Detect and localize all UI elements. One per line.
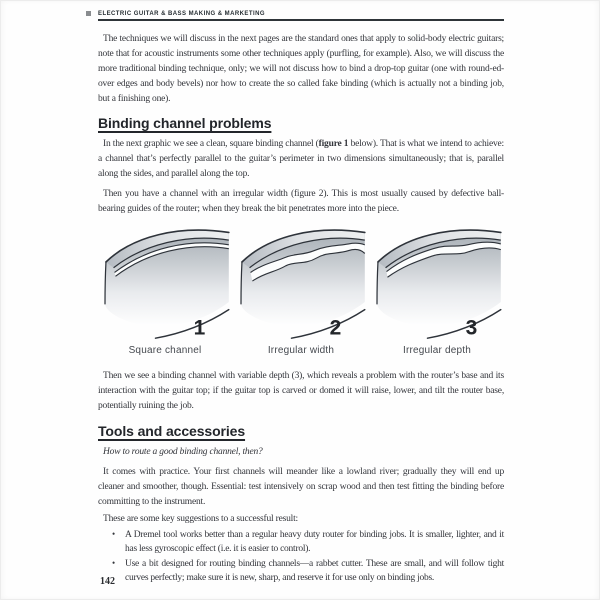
figure-row — [98, 222, 504, 356]
figure1-reference: figure 1 — [318, 139, 349, 149]
suggestion-list — [98, 529, 504, 585]
scan-artifact — [86, 11, 91, 16]
list-item-text: A Dremel tool works better than a regular heavy duty router for binding jobs. It is smaller, lighter, and it has less gyroscopic effect (i.e. it is easier to control). — [125, 530, 504, 554]
figure-square-channel — [98, 222, 232, 356]
paragraph-suggestions-leadin: These are some key suggestions to a successful result: — [103, 514, 298, 524]
section-title-tools-and-accessories: Tools and accessories — [98, 423, 246, 439]
list-item — [98, 529, 504, 556]
paragraph-variable-depth: Then we see a binding channel with variable depth (3), which reveals a problem with the router’s base and its interaction with the guitar top; if the guitar top is carved or domed it will raise, lower, and tilt the router base, potentially ruining the job. — [98, 371, 504, 411]
paragraph-irregular-width: Then you have a channel with an irregular width (figure 2). This is most usually caused by defective ball-bearing guides of the router; when they break the bit penetrates more into the piece. — [98, 189, 504, 214]
bullet-icon: • — [112, 558, 115, 568]
page-content — [98, 0, 504, 585]
paragraph-figure1 — [98, 137, 504, 182]
figure-irregular-depth — [370, 222, 504, 356]
figure-number: 1 — [193, 316, 206, 340]
list-item-text: Use a bit designed for routing binding channels—a rabbet cutter. These are small, and will follow tight curves perfectly; make sure it is new, sharp, and reserve it for use only on binding jobs. — [125, 559, 504, 583]
binding-channel-illustration-3 — [370, 222, 504, 342]
binding-channel-illustration-2 — [234, 222, 368, 342]
running-header: ELECTRIC GUITAR & BASS MAKING & MARKETING — [98, 11, 266, 17]
figure-number: 2 — [329, 316, 342, 340]
list-item — [98, 558, 504, 585]
intro-paragraph: The techniques we will discuss in the next pages are the standard ones that apply to solid-body electric guitars; note that for acoustic instruments some other techniques apply (purfling, for example). Also, we will discuss the more traditional binding technique, only; we will not discuss how to bind a drop-top guitar (one with round-ed-over edges and body bevels) nor how to create the so called fake binding (which is actually not a binding job, but a finishing one). — [98, 34, 504, 104]
paragraph-text: In the next graphic we see a clean, square binding channel ( — [103, 139, 319, 149]
section-title-binding-channel-problems: Binding channel problems — [98, 115, 272, 131]
binding-channel-illustration-1 — [98, 222, 232, 342]
page-number: 142 — [100, 576, 115, 587]
question-line: How to route a good binding channel, then? — [103, 447, 263, 457]
figure-caption: Irregular width — [267, 345, 335, 356]
figure-number: 3 — [465, 316, 478, 340]
figure-irregular-width — [234, 222, 368, 356]
paragraph-text: below). That is what we intend to achieve: a channel that’s perfectly parallel to the guitar’s perimeter in two dimensions simultaneously; that is, parallel along the sides, and parallel along the top. — [98, 139, 504, 179]
figure-caption: Irregular depth — [402, 345, 472, 356]
header-rule — [98, 19, 504, 21]
bullet-icon: • — [112, 529, 115, 539]
figure-caption: Square channel — [128, 345, 202, 356]
paragraph-practice: It comes with practice. Your first channels will meander like a lowland river; gradually they will end up cleaner and smoother, though. Essential: test intensively on scrap wood and then test fitting the binding before committing to the instrument. — [98, 467, 504, 507]
